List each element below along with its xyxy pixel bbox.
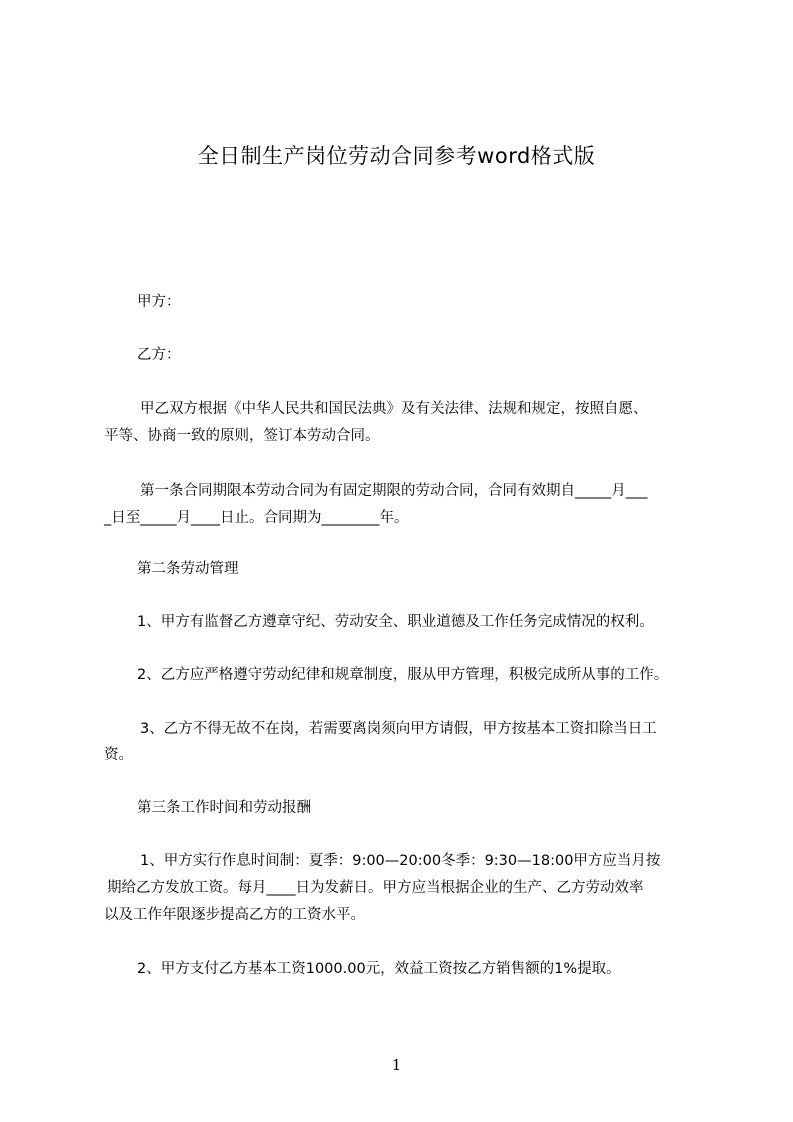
article-1-line-1: 第一条合同期限本劳动合同为有固定期限的劳动合同，合同有效期自_____月___ [140, 483, 648, 499]
article-2-item-3-line-1: 3、乙方不得无故不在岗，若需要离岗须向甲方请假，甲方按基本工资扣除当日工 [140, 721, 657, 737]
article-2-item-3-line-2: 资。 [104, 747, 133, 763]
party-b-line: 乙方： [137, 347, 181, 363]
article-2-heading: 第二条劳动管理 [137, 561, 239, 577]
article-2-item-1: 1、甲方有监督乙方遵章守纪、劳动安全、职业道德及工作任务完成情况的权利。 [137, 614, 654, 630]
article-1-line-2: _日至_____月____日止。合同期为________年。 [104, 510, 409, 526]
document-title: 全日制生产岗位劳动合同参考word格式版 [197, 144, 596, 168]
article-3-heading: 第三条工作时间和劳动报酬 [137, 800, 311, 816]
preamble-line-2: 平等、协商一致的原则，签订本劳动合同。 [104, 428, 380, 444]
article-2-item-2: 2、乙方应严格遵守劳动纪律和规章制度，服从甲方管理，积极完成所从事的工作。 [137, 667, 669, 683]
article-3-item-2: 2、甲方支付乙方基本工资1000.00元，效益工资按乙方销售额的1%提取。 [137, 961, 621, 977]
page-number: 1 [391, 1056, 402, 1074]
preamble-line-1: 甲乙双方根据《中华人民共和国民法典》及有关法律、法规和规定，按照自愿、 [140, 401, 648, 417]
article-3-item-1-line-3: 以及工作年限逐步提高乙方的工资水平。 [104, 907, 365, 923]
party-a-line: 甲方： [137, 294, 181, 310]
article-3-item-1-line-1: 1、甲方实行作息时间制：夏季：9:00—20:00冬季：9:30—18:00甲方应当月按 [140, 853, 661, 869]
article-3-item-1-line-2: 期给乙方发放工资。每月____日为发薪日。甲方应当根据企业的生产、乙方劳动效率 [107, 880, 644, 896]
